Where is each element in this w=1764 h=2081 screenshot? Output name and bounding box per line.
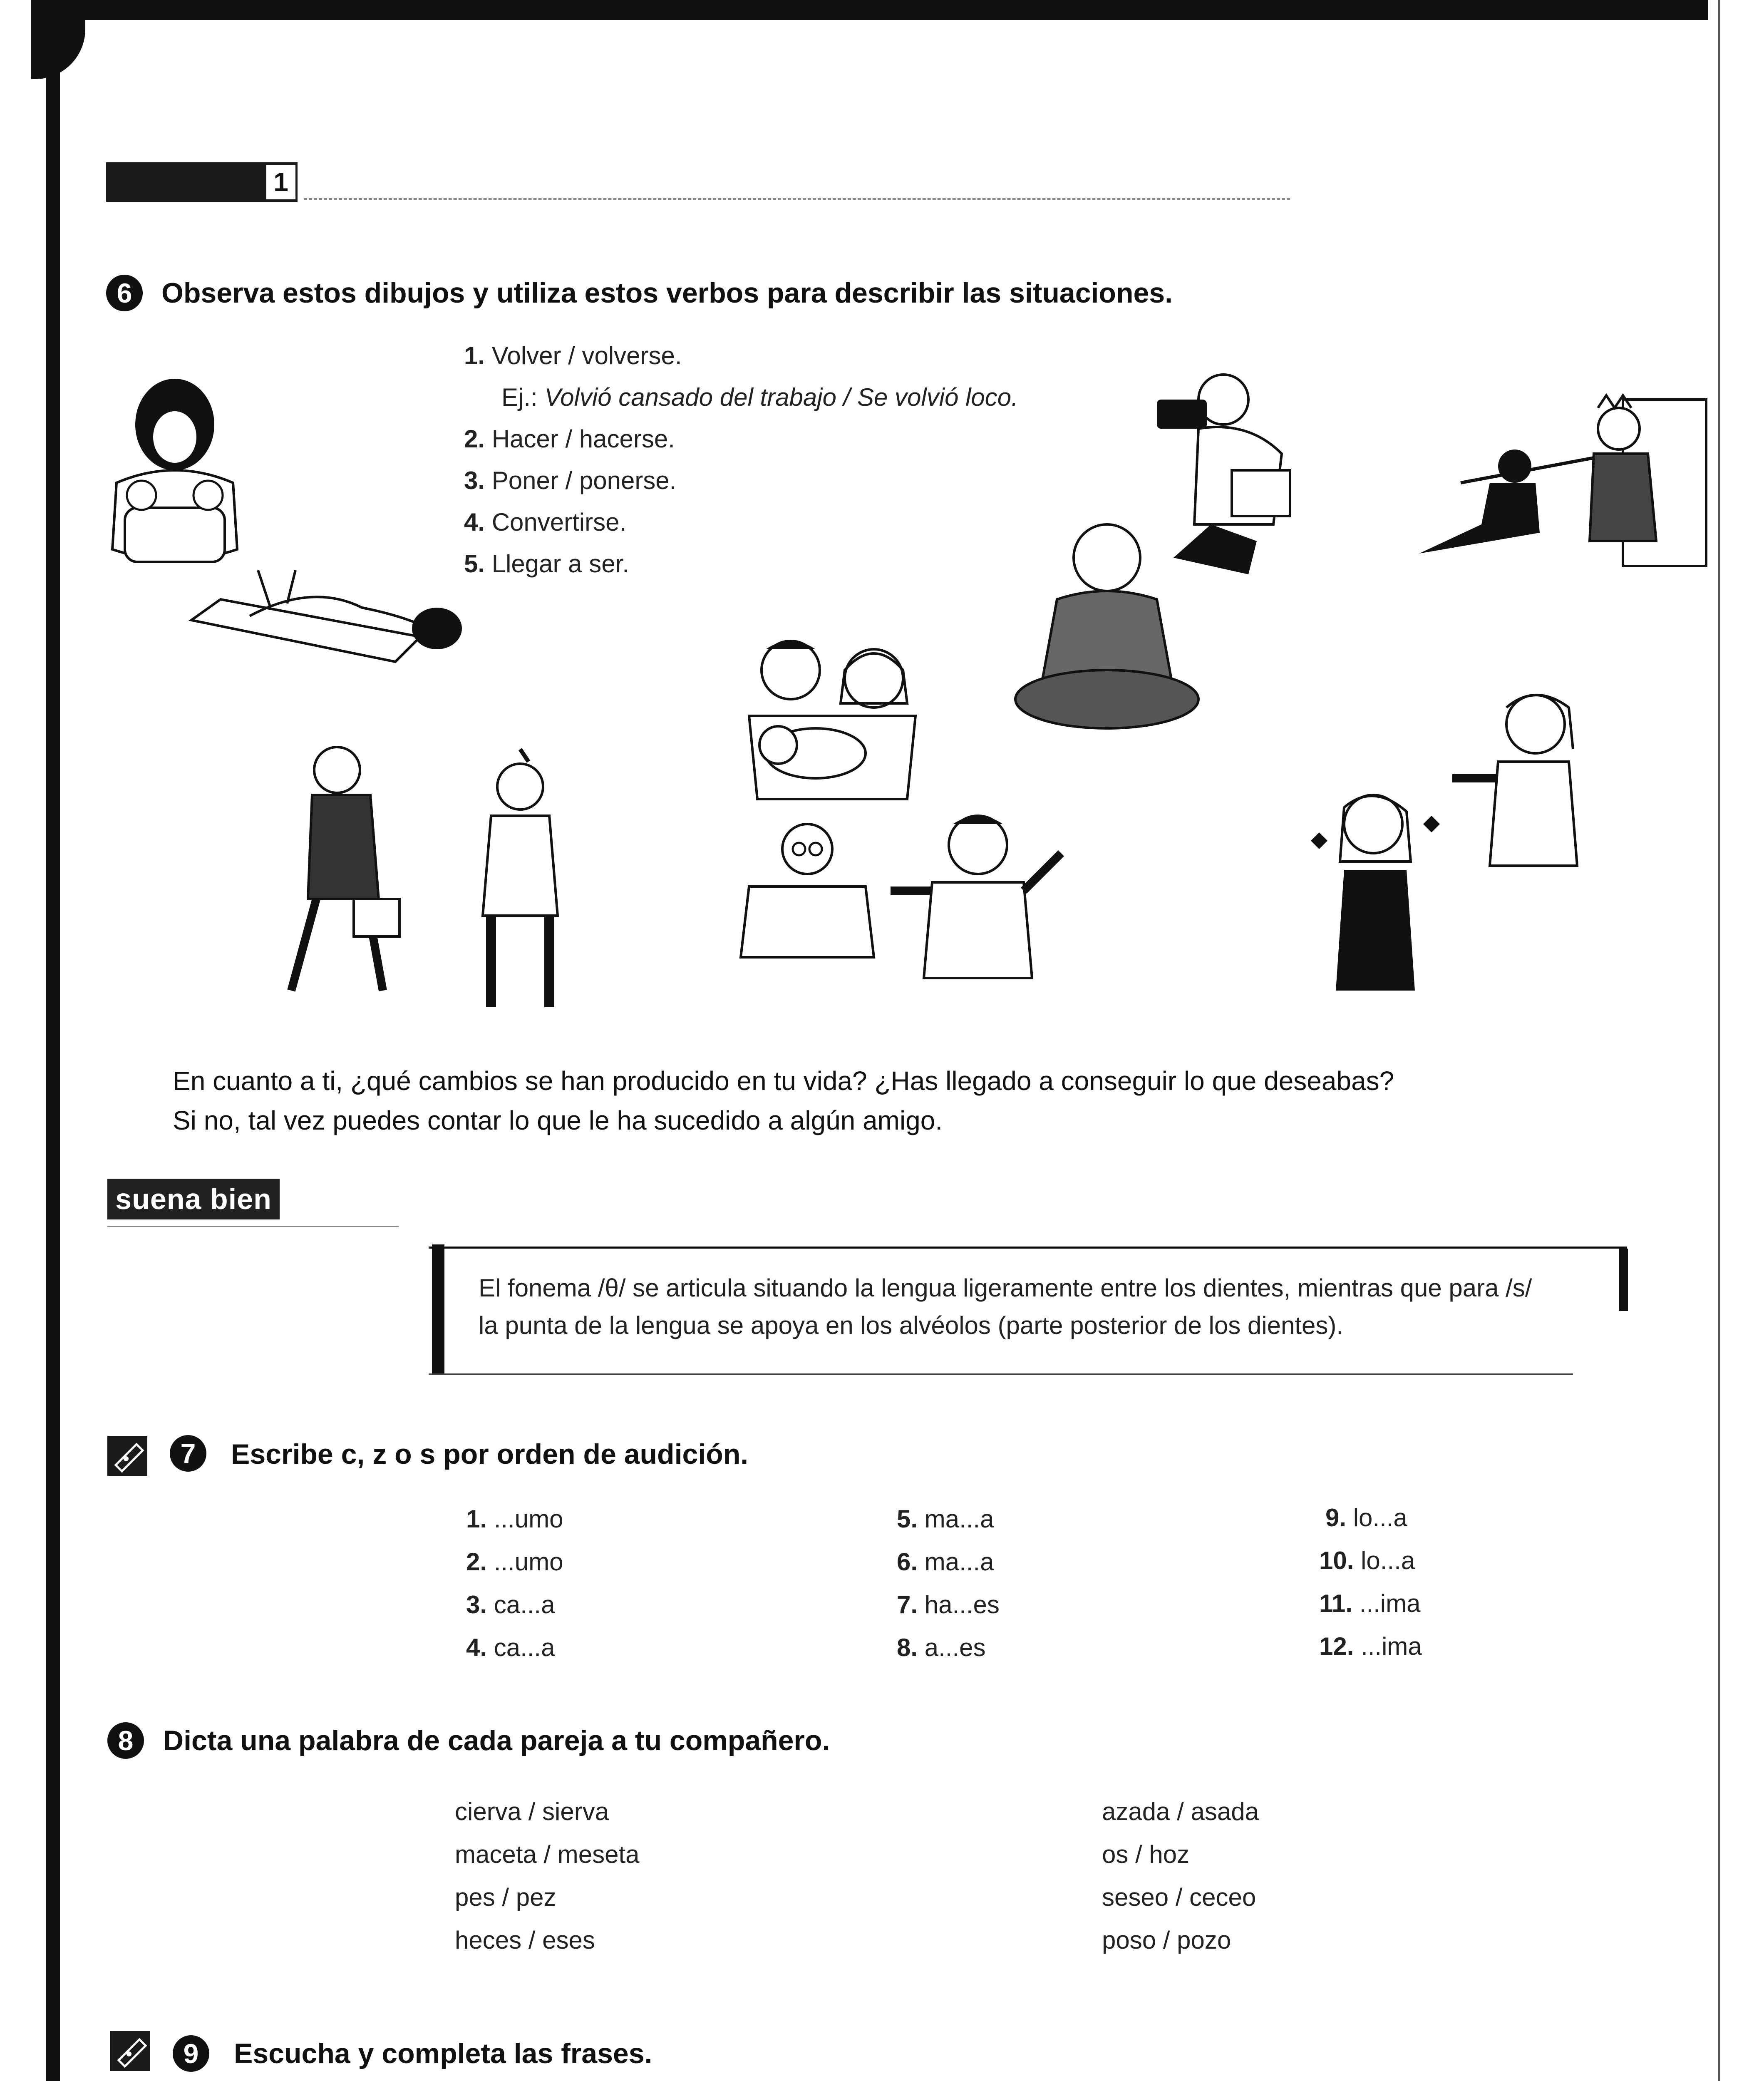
- ex6-question-line-2: Si no, tal vez puedes contar lo que le ha sucedido a algún amigo.: [173, 1105, 943, 1135]
- exercise-6-title: Observa estos dibujos y utiliza estos verbos para describir las situaciones.: [161, 277, 1173, 309]
- illustration-woman-knitting: [1444, 683, 1594, 882]
- ex6-item-4: 4. Convertirse.: [464, 508, 627, 536]
- ex7-item-8: 8. a...es: [897, 1634, 986, 1661]
- exercise-7-title: Escribe c, z o s por orden de audición.: [231, 1438, 749, 1470]
- info-box-line-1: El fonema /θ/ se articula situando la lengua ligeramente entre los dientes, mientras que para /s/: [479, 1274, 1532, 1302]
- illustration-king-and-kneeling-man: [1398, 375, 1714, 574]
- ex6-example: Ej.: Volvió cansado del trabajo / Se volvió loco.: [501, 383, 1018, 411]
- ex7-item-7: 7. ha...es: [897, 1591, 1000, 1619]
- illustration-man-arms-crossed: [466, 741, 574, 1011]
- exercise-6-number: 6: [106, 275, 143, 311]
- illustration-meditating-monk: [1007, 516, 1207, 733]
- ex8-pair-2: maceta / meseta: [455, 1840, 640, 1868]
- ex7-item-10: 10. lo...a: [1319, 1547, 1415, 1574]
- info-box-left-bar: [432, 1244, 444, 1373]
- ex7-item-5: 5. ma...a: [897, 1505, 994, 1533]
- ex6-item-3: 3. Poner / ponerse.: [464, 467, 677, 494]
- ex6-question-line-1: En cuanto a ti, ¿qué cambios se han producido en tu vida? ¿Has llegado a conseguir lo que deseabas?: [173, 1066, 1394, 1096]
- info-box-line-2: la punta de la lengua se apoya en los alvéolos (parte posterior de los dientes).: [479, 1311, 1343, 1339]
- ex6-item-2: 2. Hacer / hacerse.: [464, 425, 675, 453]
- page-frame-top: [31, 0, 1708, 20]
- illustration-man-with-glasses: [732, 816, 882, 966]
- suena-bien-label: suena bien: [107, 1179, 280, 1219]
- ex7-item-12: 12. ...ima: [1319, 1632, 1422, 1660]
- page-frame-left: [46, 62, 60, 2081]
- illustration-woman-sunbathing: [187, 558, 479, 683]
- audio-icon: [110, 2031, 150, 2071]
- illustration-man-waving: [882, 807, 1074, 982]
- exercise-9-number: 9: [173, 2035, 209, 2072]
- exercise-9-title: Escucha y completa las frases.: [234, 2038, 653, 2069]
- ex8-pair-7: seseo / ceceo: [1102, 1883, 1256, 1911]
- illustration-man-walking-briefcase: [275, 741, 416, 1007]
- ex8-pair-6: os / hoz: [1102, 1840, 1190, 1868]
- ex6-item-5: 5. Llegar a ser.: [464, 550, 629, 578]
- illustration-family-with-baby: [732, 633, 924, 812]
- ex6-item-1: 1. Volver / volverse.: [464, 342, 682, 370]
- illustration-woman-in-love: [1298, 782, 1448, 999]
- header-dash-line: [304, 198, 1290, 200]
- ex8-pair-4: heces / eses: [455, 1926, 595, 1954]
- ex7-item-11: 11. ...ima: [1319, 1589, 1421, 1617]
- ex8-pair-8: poso / pozo: [1102, 1926, 1231, 1954]
- page-frame-right: [1718, 0, 1720, 2081]
- ex8-pair-3: pes / pez: [455, 1883, 556, 1911]
- unit-number: 1: [266, 165, 295, 199]
- ex7-item-6: 6. ma...a: [897, 1548, 994, 1576]
- ex7-item-9: 9. lo...a: [1325, 1504, 1407, 1532]
- audio-icon: [107, 1436, 147, 1476]
- exercise-8-number: 8: [107, 1722, 144, 1759]
- ex8-pair-1: cierva / sierva: [455, 1798, 609, 1825]
- info-box-top-border: [429, 1247, 1627, 1249]
- ex7-item-2: 2. ...umo: [466, 1548, 563, 1576]
- exercise-7-number: 7: [170, 1435, 206, 1472]
- info-box-right-bar: [1619, 1249, 1628, 1311]
- ex7-item-1: 1. ...umo: [466, 1505, 563, 1533]
- exercise-8-title: Dicta una palabra de cada pareja a tu compañero.: [163, 1725, 830, 1756]
- ex7-item-3: 3. ca...a: [466, 1591, 555, 1619]
- ex8-pair-5: azada / asada: [1102, 1798, 1259, 1825]
- info-box-bottom-border: [429, 1373, 1573, 1375]
- ex7-item-4: 4. ca...a: [466, 1634, 555, 1661]
- suena-bien-underline: [107, 1226, 399, 1227]
